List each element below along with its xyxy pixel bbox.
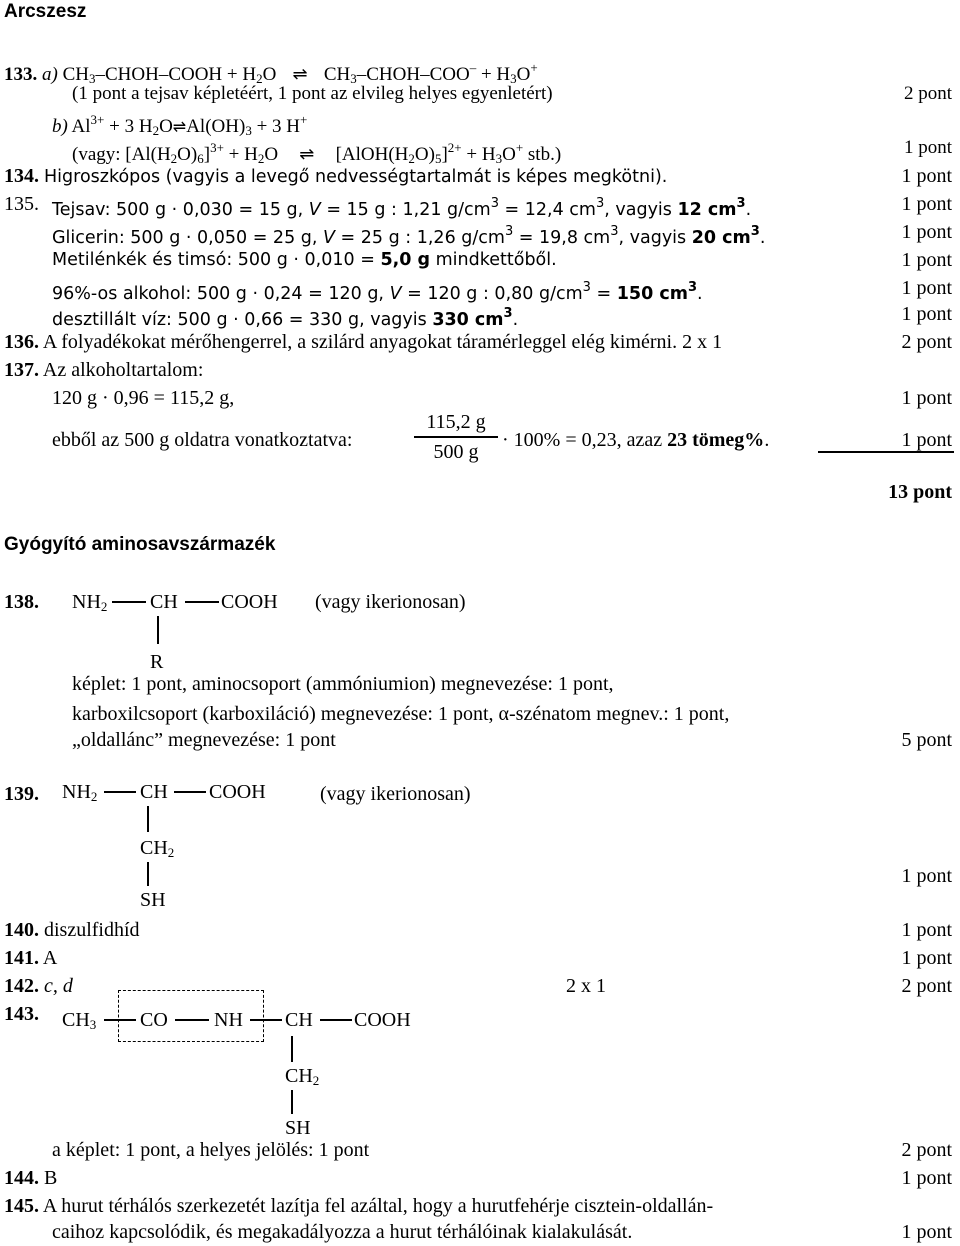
q138-nh2: $NH_2$ xyxy=(72,591,108,614)
q138-cooh: COOH xyxy=(221,591,278,613)
q135-points-5: 1 pont xyxy=(901,303,952,325)
q137-line-1 xyxy=(4,358,203,382)
q142-mid: 2 x 1 xyxy=(566,975,606,997)
q133-b-points: 1 pont xyxy=(903,137,952,158)
q143-sh: SH xyxy=(285,1117,311,1139)
bond-line xyxy=(250,1019,282,1021)
q143-number: 143. xyxy=(4,1003,39,1025)
q138-number: 138. xyxy=(4,591,39,613)
q133-b-alt-line: (vagy: $[Al(H_2O)_6]^{3+} + H_2O$ ⇌ $[AlOH(H_2O)_5]^{2+} + H_3O^+$ stb.) xyxy=(72,140,562,166)
q145-text-2: caihoz kapcsolódik, és megakadályozza a hurut térhálóinak kialakulását. xyxy=(52,1221,633,1243)
q143-ch: CH xyxy=(285,1009,313,1031)
q133-number: 133. xyxy=(4,64,38,85)
q140-number: 140. xyxy=(4,919,39,941)
section-title-arcszesz: Arcszesz xyxy=(4,1,87,22)
bond-line xyxy=(147,806,149,832)
section-title-gyogyito: Gyógyító aminosavszármazék xyxy=(4,534,276,555)
q139-ch2: $CH_2$ xyxy=(140,837,175,860)
q133-b-line: b) $Al^{3+} + 3$ $H_2O\rightleftharpoons Al(OH)_3 + 3$ H+ xyxy=(52,112,308,138)
q136-points: 2 pont xyxy=(901,331,952,353)
q138-desc-1: képlet: 1 pont, aminocsoport (ammóniumion) megnevezése: 1 pont, xyxy=(72,673,614,695)
q135-line-4: 96%-os alkohol: 500 g · 0,24 = 120 g, V = 120 g : 0,80 $g/cm^3 = 150$ $cm^3$. xyxy=(52,280,703,304)
q138-desc-2: karboxilcsoport (karboxiláció) megnevezése: 1 pont, α-szénatom megnev.: 1 pont, xyxy=(72,703,730,725)
bond-line xyxy=(291,1036,293,1062)
q139-points: 1 pont xyxy=(901,865,952,887)
q140-line xyxy=(4,918,140,942)
q135-points-2: 1 pont xyxy=(901,221,952,243)
q145-line-1 xyxy=(4,1194,713,1218)
q142-text: c, d xyxy=(44,975,73,997)
q138-desc-3: „oldallánc” megnevezése: 1 pont xyxy=(72,729,336,751)
q138-ch: CH xyxy=(150,591,178,613)
q143-ch3: $CH_3$ xyxy=(62,1009,97,1032)
bond-line xyxy=(104,791,136,793)
bond-line xyxy=(104,1019,136,1021)
q137-total-points: 13 pont xyxy=(888,481,952,503)
bond-line xyxy=(185,601,219,603)
q143-points: 2 pont xyxy=(901,1139,952,1161)
q133-a-line: 133. a) $CH_3-CHOH$–COOH + $H_2O$ ⇌ $CH_3-CHOH-COO^- + H_3O^+$ xyxy=(4,60,538,86)
q135-line-3: Metilénkék és timsó: 500 g · 0,010 = 5,0 g mindkettőből. xyxy=(52,250,557,270)
equilibrium-arrow-icon: ⇌ xyxy=(299,144,315,164)
q143-nh: NH xyxy=(214,1009,243,1031)
q137-fraction xyxy=(414,410,498,464)
q142-points: 2 pont xyxy=(901,975,952,997)
q142-number: 142. xyxy=(4,975,39,997)
q142-line xyxy=(4,974,73,998)
q135-line-5: desztillált víz: 500 g · 0,66 = 330 g, vagyis 330 $cm^3$. xyxy=(52,306,519,330)
q143-desc: a képlet: 1 pont, a helyes jelölés: 1 pont xyxy=(52,1139,370,1161)
equilibrium-arrow-icon: ⇌ xyxy=(292,64,308,84)
q139-ch: CH xyxy=(140,781,168,803)
q145-text-1: A hurut térhálós szerkezetét lazítja fel azáltal, hogy a hurutfehérje cisztein-oldallán- xyxy=(42,1195,714,1217)
equilibrium-arrow-icon: ⇌ xyxy=(172,119,187,136)
q137-line-3-bold: 23 tömeg% xyxy=(667,429,765,451)
q135-number: 135. xyxy=(4,193,39,215)
total-underline xyxy=(818,451,954,453)
q134-points: 1 pont xyxy=(901,165,952,187)
q137-number: 137. xyxy=(4,359,39,381)
q137-line-3-result xyxy=(502,428,769,452)
q137-fraction-numerator: 115,2 g xyxy=(426,411,486,433)
q141-line xyxy=(4,946,57,970)
q144-points: 1 pont xyxy=(901,1167,952,1189)
q145-number: 145. xyxy=(4,1195,39,1217)
q137-line-3-suffix: · 100% = 0,23, azaz xyxy=(502,429,668,451)
q137-fraction-denominator: 500 g xyxy=(433,440,479,463)
bond-line xyxy=(291,1090,293,1114)
q140-text: diszulfidhíd xyxy=(44,919,140,941)
q139-number: 139. xyxy=(4,783,39,805)
q133-b-label: b) xyxy=(52,116,68,137)
q137-line-3-prefix: ebből az 500 g oldatra vonatkoztatva: xyxy=(52,429,353,451)
q137-line-3-end: . xyxy=(764,429,770,451)
bond-line xyxy=(157,616,159,644)
q135-line-2: Glicerin: 500 g · 0,050 = 25 g, V = 25 g : 1,26 $g/cm^3 = 19,8$ $cm^3$, vagyis 20 $cm^3$. xyxy=(52,224,766,248)
q138-r: R xyxy=(150,651,164,673)
q139-nh2: $NH_2$ xyxy=(62,781,98,804)
q137-heading: Az alkoholtartalom: xyxy=(42,359,204,381)
q143-cooh: COOH xyxy=(354,1009,411,1031)
q141-number: 141. xyxy=(4,947,39,969)
q134-text: Higroszkópos (vagyis a levegő nedvességtartalmát is képes megkötni). xyxy=(44,167,668,187)
q144-number: 144. xyxy=(4,1167,39,1189)
q144-text: B xyxy=(44,1167,58,1189)
bond-line xyxy=(174,791,206,793)
q133-a-label: a) xyxy=(42,64,58,85)
bond-line xyxy=(112,601,146,603)
q140-points: 1 pont xyxy=(901,919,952,941)
q134-number: 134. xyxy=(4,165,39,187)
q139-cooh: COOH xyxy=(209,781,266,803)
q141-points: 1 pont xyxy=(901,947,952,969)
bond-line xyxy=(320,1019,352,1021)
q133-a-note: (1 pont a tejsav képletéért, 1 pont az elvileg helyes egyenletért) xyxy=(72,83,553,104)
q141-text: A xyxy=(42,947,58,969)
q139-alt: (vagy ikerionosan) xyxy=(320,783,471,805)
q135-points-3: 1 pont xyxy=(901,249,952,271)
q139-sh: SH xyxy=(140,889,166,911)
q137-line-3-points: 1 pont xyxy=(901,429,952,451)
q144-line xyxy=(4,1166,57,1190)
q136-number: 136. xyxy=(4,331,39,353)
fraction-bar xyxy=(414,436,498,438)
bond-line xyxy=(147,862,149,886)
q136-line xyxy=(4,330,722,354)
q135-points-4: 1 pont xyxy=(901,277,952,299)
q135-line-1: Tejsav: 500 g · 0,030 = 15 g, V = 15 g : 1,21 $g/cm^3 = 12,4$ $cm^3$, vagyis 12 $cm^3$. xyxy=(52,196,752,220)
q138-alt: (vagy ikerionosan) xyxy=(315,591,466,613)
q137-line-2: 120 g · 0,96 = 115,2 g, xyxy=(52,387,235,409)
q143-co: CO xyxy=(140,1009,168,1031)
q136-text: A folyadékokat mérőhengerrel, a szilárd anyagokat táramérleggel elég kimérni. 2 x 1 xyxy=(42,331,723,353)
q134-line xyxy=(4,164,667,189)
q135-points-1: 1 pont xyxy=(901,193,952,215)
q133-a-points: 2 pont xyxy=(903,83,952,104)
q145-points: 1 pont xyxy=(901,1221,952,1243)
q138-points: 5 pont xyxy=(901,729,952,751)
bond-line xyxy=(175,1019,209,1021)
q137-line-2-points: 1 pont xyxy=(901,387,952,409)
q143-ch2: $CH_2$ xyxy=(285,1065,320,1088)
